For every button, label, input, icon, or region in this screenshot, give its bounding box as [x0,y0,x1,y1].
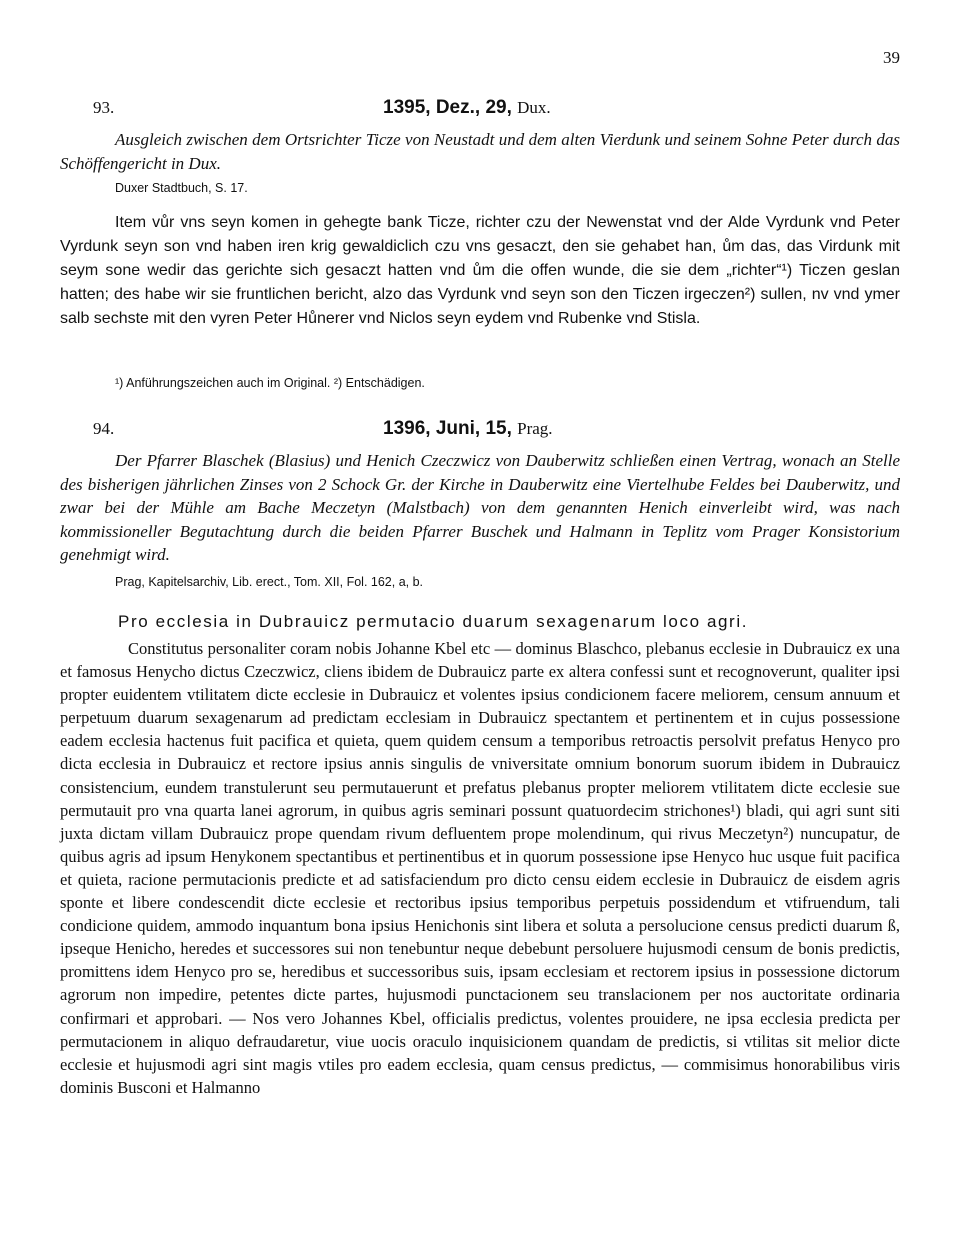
entry-93-number: 93. [93,98,115,117]
entry-93-header [93,98,900,122]
page-number: 39 [883,48,900,67]
entry-93-date-text: 1395, Dez., 29, [383,97,512,118]
entry-93-footnotes: ¹) Anführungszeichen auch im Original. ²) Entschädigen. [115,376,425,390]
entry-94-text: Constitutus personaliter coram nobis Johanne Kbel etc — dominus Blaschco, plebanus ecclesie in Dubrauicz ex una et famosus Henycho dictus Czeczwicz, cliens ibidem de Dubrauicz parte ex altera confessi sunt et recognoverunt, qualiter ipsi propter euidentem vtilitatem dicte ecclesie in Dubrauicz et volentes ipsius condicionem facere meliorem, censum annuum et perpetuum duarum sexagenarum ad predictam ecclesiam in Dubrauicz spectantem et pertinentem et in cujus possessione eadem ecclesia hactenus fuit pacifica et quieta, quem quidem censum a temporibus retroactis persolvit prefatus Henyco pro dicta ecclesia in Dubrauicz et rectore ipsius annis singulis de vniversitate omnium bonorum suorum ibidem in Dubrauicz consistencium, eundem transtulerunt seu permutauerunt et prefatus plebanus propter meliorem vtilitatem dicte ecclesie sue permutauit pro vna quarta lanei agrorum, in quibus agris seminari possunt quatuordecim strichones¹) bladi, qui agri sunt siti juxta dictam villam Dubrauicz prope quendam rivum defluentem prope molendinum, qui rivus Meczetyn²) nuncupatur, de quibus agris ad ipsum Henykonem spectantibus et pertinentibus et in quorum possessione ipse Henyco huc usque fuit pacifica et quieta, racione permutacionis predicte et ad satisfaciendum pro dicto censu eidem ecclesie in Dubrauicz de eisdem agris sponte et libere condescendit dicte ecclesie et rectoribus ipsius temporibus perpetuis possidendum et vtifruendum, tali condicione quidem, ammodo inquantum bona ipsius Henichonis sint libera et soluta a persolucione census predicti duarum ß, ipseque Henicho, heredes et successores sui non tenebuntur neque debebunt persoluere hujusmodi censum de bonis predictis, promittens idem Henyco pro se, heredibus et successoribus suis, ipsam ecclesiam et rectorem ipsius in possessione dictorum agrorum non impedire, petentes dicte partes, hujusmodi punctacionem seu translacionem per nos auctoritate ordinaria confirmari et approbari. — Nos vero Johannes Kbel, officialis predictus, volentes prouidere, ne ipsa ecclesia predicta per permutacionem in aliquo defraudaretur, viue uocis oraculo inquisicionem quandam de predictis, si vtilitas sit melior dicte ecclesie et hujusmodi agri sint magis vtiles pro eadem ecclesia, quam census predictus, — commisimus honorabilibus viris dominis Busconi et Halmanno [60,639,900,1097]
entry-94-header [93,419,900,443]
entry-93-text: Item vůr vns seyn komen in gehegte bank Ticze, richter czu der Newenstat vnd der Alde Vyrdunk vnd Peter Vyrdunk seyn son vnd haben iren krig gewaldiclich czu vns gesaczt, den sie gehabet han, ům das, das Virdunk mit seym sone wedir das gerichte sich gesaczt hatten vnd ům die offen wunde, die sie dem „richter“¹) Ticzen geslan hatten; des habe wir sie fruntlichen bericht, alzo das Vyrdunk vnd seyn son den Ticzen irgeczen²) sullen, nv vnd ymer salb sechste mit den vyren Peter Hůnerer vnd Niclos seyn eydem vnd Rubenke vnd Stisla. [60,214,900,327]
entry-94-date-text: 1396, Juni, 15, [383,418,512,439]
entry-94-source: Prag, Kapitelsarchiv, Lib. erect., Tom. XII, Fol. 162, a, b. [115,575,424,589]
entry-94-latin-title: Pro ecclesia in Dubrauicz permutacio duarum sexagenarum loco agri. [118,612,749,631]
entry-93-source: Duxer Stadtbuch, S. 17. [115,181,248,195]
entry-94-place: Prag. [517,419,553,438]
entry-94-number: 94. [93,419,115,438]
entry-93-summary: Ausgleich zwischen dem Ortsrichter Ticze von Neustadt und dem alten Vierdunk und seinem Sohne Peter durch das Schöffengericht in Dux. [60,130,900,173]
entry-93-place: Dux. [517,98,551,117]
entry-94-summary: Der Pfarrer Blaschek (Blasius) und Henich Czeczwicz von Dauberwitz schließen einen Vertrag, wonach an Stelle des bisherigen jährlichen Zinses von 2 Schock Gr. der Kirche in Dauberwitz eine Viertelhube Feldes bei Dauberwitz, und zwar bei der Mühle am Bache Meczetyn (Malstbach) von dem genannten Henich einverleibt wird, was nach kommissioneller Begutachtung durch die beiden Pfarrer Buschek und Halmann in Teplitz vom Prager Konsistorium genehmigt wird. [60,451,900,565]
entry-94-date [383,418,553,440]
entry-93-date [383,97,551,119]
